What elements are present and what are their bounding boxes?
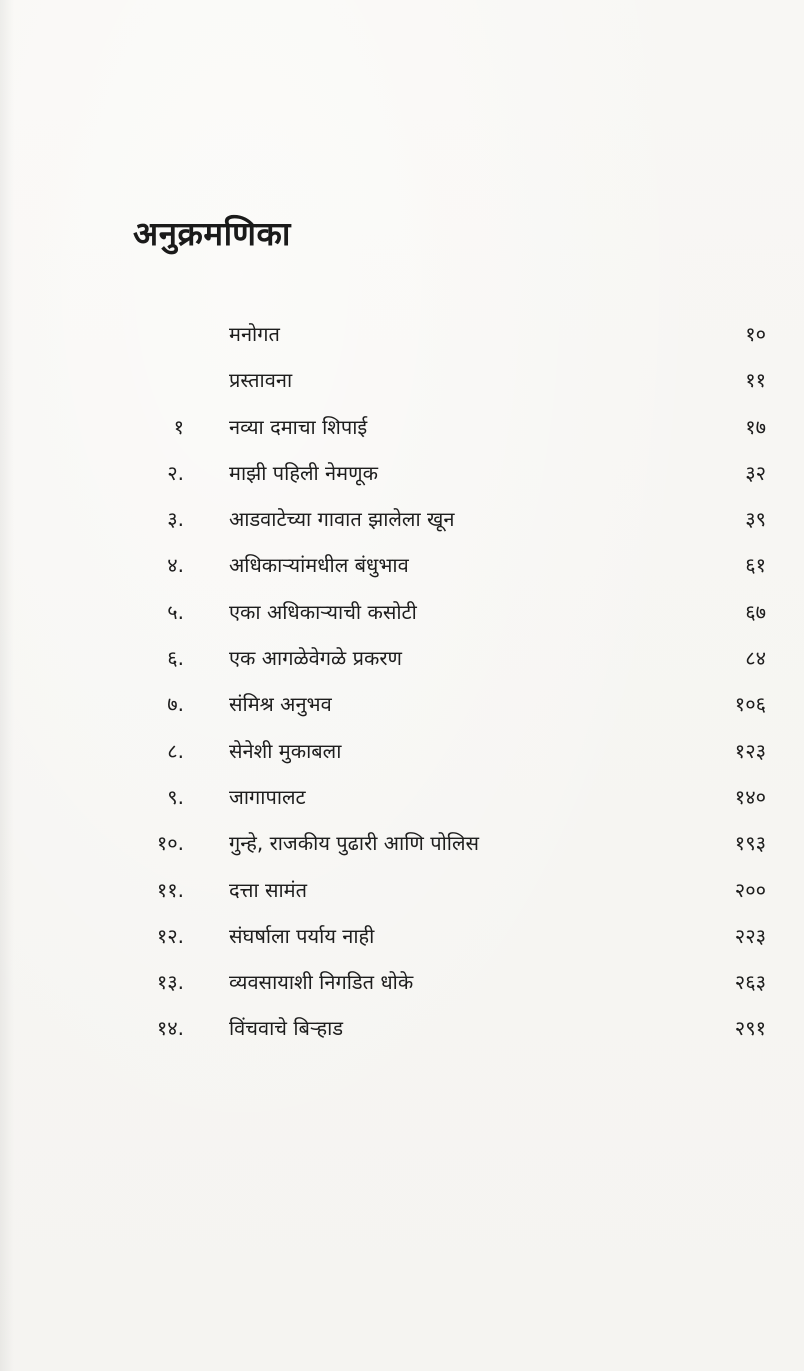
toc-row [0, 922, 804, 968]
page-number: १४० [734, 784, 766, 809]
chapter-number: ६. [167, 646, 184, 671]
chapter-title: गुन्हे, राजकीय पुढारी आणि पोलिस [229, 831, 480, 856]
chapter-title: व्यवसायाशी निगडित धोके [229, 970, 414, 995]
chapter-title: प्रस्तावना [229, 368, 293, 393]
chapter-title: अधिकाऱ्यांमधील बंधुभाव [229, 553, 409, 578]
chapter-title: संमिश्र अनुभव [229, 692, 332, 717]
page-number: ६७ [745, 599, 766, 624]
toc-row [0, 459, 804, 505]
toc-row [0, 413, 804, 459]
chapter-title: संघर्षाला पर्याय नाही [229, 923, 375, 948]
chapter-number: १२. [156, 923, 184, 948]
toc-row [0, 598, 804, 644]
chapter-number: १ [173, 414, 184, 439]
page-number: १० [745, 322, 766, 346]
chapter-number: ८. [167, 738, 184, 763]
page-number: ८४ [745, 646, 766, 671]
page-number: ३९ [745, 507, 766, 532]
chapter-title: एक आगळेवेगळे प्रकरण [229, 646, 402, 671]
chapter-title: विंचवाचे बिऱ्हाड [229, 1016, 344, 1041]
toc-row [0, 968, 804, 1014]
page-number: १०६ [734, 692, 766, 717]
chapter-title: एका अधिकाऱ्याची कसोटी [229, 599, 417, 624]
page-number: १९३ [734, 831, 766, 856]
chapter-title: सेनेशी मुकाबला [229, 738, 342, 763]
toc-row [0, 644, 804, 690]
chapter-number: ५. [167, 599, 184, 624]
chapter-number: १३. [156, 970, 184, 995]
chapter-number: ३. [167, 507, 184, 532]
chapter-number: २. [167, 460, 184, 485]
chapter-title: दत्ता सामंत [229, 877, 308, 902]
toc-row [0, 551, 804, 597]
toc-row [0, 320, 804, 366]
page-number: ३२ [745, 460, 766, 485]
chapter-title: जागापालट [229, 784, 306, 809]
page-number: १७ [745, 414, 766, 439]
toc-row [0, 737, 804, 783]
chapter-number: १४. [156, 1016, 184, 1041]
page-number: २०० [734, 877, 766, 902]
page-number: ११ [745, 368, 766, 393]
chapter-number: ४. [167, 553, 184, 578]
chapter-title: माझी पहिली नेमणूक [229, 460, 378, 485]
toc-row [0, 876, 804, 922]
chapter-number: ११. [156, 877, 184, 902]
toc-row [0, 690, 804, 736]
toc-row [0, 1014, 804, 1060]
contents-heading: अनुक्रमणिका [133, 214, 291, 253]
page-number: २२३ [734, 923, 766, 948]
chapter-title: आडवाटेच्या गावात झालेला खून [229, 507, 455, 532]
page-number: १२३ [734, 738, 766, 763]
page-number: ६१ [745, 553, 766, 578]
page-number: २६३ [734, 970, 766, 995]
page-number: २९१ [734, 1016, 766, 1041]
chapter-number: ९. [167, 784, 184, 809]
chapter-title: नव्या दमाचा शिपाई [229, 414, 368, 439]
chapter-number: ७. [167, 692, 184, 717]
toc-row [0, 829, 804, 875]
toc-row [0, 505, 804, 551]
toc-row [0, 783, 804, 829]
toc-row [0, 366, 804, 412]
chapter-number: १०. [156, 831, 184, 856]
chapter-title: मनोगत [229, 322, 280, 346]
table-of-contents [0, 320, 804, 1061]
